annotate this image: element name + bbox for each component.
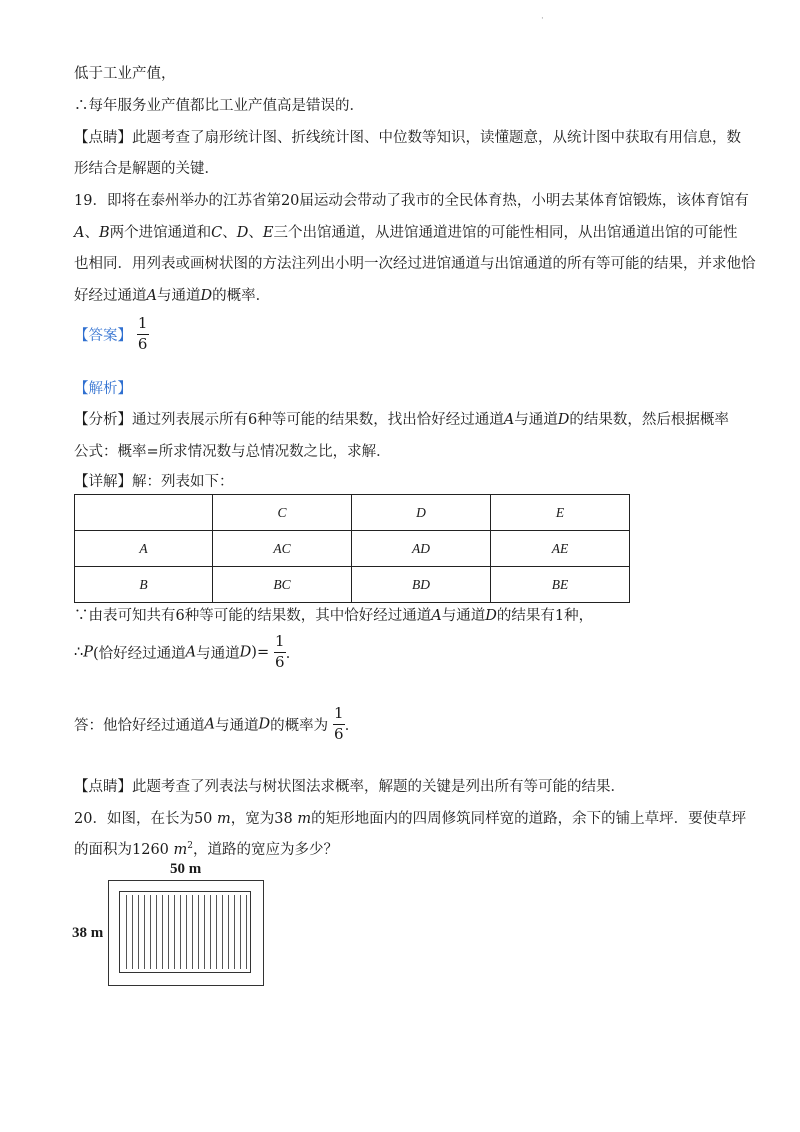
final-text: 与通道 — [214, 717, 259, 734]
q20-text: ，宽为 — [230, 811, 275, 827]
q20-text: 的面积为 — [74, 842, 132, 858]
q19-number: 20 — [280, 193, 300, 209]
table-cell: BE — [491, 567, 630, 603]
q19-text: 三个出馆通道，从进馆通道进馆的可能性相同，从出馆通道出馆的可能性 — [273, 225, 738, 241]
var-A: A — [204, 716, 215, 733]
var-D: D — [485, 608, 497, 624]
prev-line-2: ∴每年服务业产值都比工业产值高是错误的． — [74, 98, 364, 114]
solution-line-1 — [74, 604, 593, 625]
analysis-text: 通过列表展示所有 — [132, 412, 248, 428]
var-P: P — [83, 644, 93, 661]
solution-text: ． — [285, 645, 301, 662]
numerator: 1 — [137, 314, 148, 332]
q19-line-3: 也相同．用列表或画树状图的方法注列出小明一次经过进馆通道与出馆通道的所有等可能的结果，并求他恰 — [74, 256, 756, 272]
table-cell: B — [75, 567, 213, 603]
number: 6 — [248, 412, 258, 428]
analysis-line-1 — [74, 408, 729, 429]
unit: m — [297, 811, 312, 827]
number: 50 — [193, 811, 213, 827]
number: 1260 — [132, 842, 169, 858]
var-A: A — [185, 644, 197, 661]
answer-tag: 【答案】 — [74, 327, 132, 344]
var-D: D — [557, 412, 570, 428]
table-row — [75, 567, 630, 603]
prev-comment-line-2: 形结合是解题的关键． — [74, 161, 219, 177]
final-text: 的概率为 — [270, 717, 329, 734]
q19-text: 届运动会带动了我市的全民体育热，小明去某体育馆锻炼，该体育馆有 — [299, 193, 749, 209]
q20-text: ，道路的宽应为多少？ — [193, 842, 338, 858]
analysis-text: 的结果数，然后根据概率 — [569, 412, 729, 428]
analysis-line-2: 公式：概率=所求情况数与总情况数之比，求解． — [74, 444, 391, 460]
q19-comment — [74, 775, 625, 796]
q19-text: 的概率． — [212, 288, 271, 304]
table-cell — [75, 495, 213, 531]
var-D: D — [239, 644, 252, 661]
var-D: D — [258, 716, 271, 733]
table-cell: C — [213, 495, 352, 531]
unit: m — [217, 811, 231, 827]
page-mark: · — [541, 14, 544, 24]
detail-text: 解：列表如下： — [132, 474, 234, 490]
q19-text: 两个进馆通道和 — [109, 225, 212, 241]
table-cell: A — [75, 531, 213, 567]
var-B: B — [98, 225, 110, 241]
q19-text: 19．即将在泰州举办的江苏省第 — [74, 193, 281, 209]
final-answer-line — [74, 706, 359, 743]
numerator: 1 — [333, 704, 344, 722]
outcome-table — [74, 494, 630, 603]
q20-line-1 — [74, 807, 746, 828]
var-A: A — [431, 608, 442, 624]
analysis-tag: 【分析】 — [74, 412, 132, 428]
lawn-area — [119, 891, 251, 973]
prev-comment-line-1 — [74, 126, 741, 147]
var-D: D — [236, 225, 249, 241]
solution-text: 的结果有 — [496, 608, 555, 624]
q19-line-2 — [74, 221, 737, 242]
final-text: ． — [344, 717, 360, 734]
separator: 、 — [222, 225, 237, 241]
analysis-text: 种等可能的结果数，找出恰好经过通道 — [257, 412, 504, 428]
table-cell: BC — [213, 567, 352, 603]
therefore-symbol: ∴ — [74, 644, 84, 661]
probability-line — [74, 634, 300, 671]
answer-fraction — [137, 316, 149, 353]
detail-line — [74, 470, 234, 491]
figure-top-label: 50 m — [170, 861, 202, 877]
q20-line-2 — [74, 838, 338, 859]
number: 6 — [175, 608, 185, 624]
number: 38 — [274, 811, 293, 827]
rectangle-field-figure — [108, 880, 264, 986]
unit-exponent: 2 — [187, 841, 193, 852]
table-cell: AE — [491, 531, 630, 567]
number: 1 — [554, 608, 565, 624]
q19-text: 好经过通道 — [74, 288, 147, 304]
solution-text: (恰好经过通道 — [93, 645, 186, 662]
q20-text: 20．如图，在长为 — [74, 811, 194, 827]
solution-text: ∵由表可知共有 — [74, 608, 176, 624]
comment-text: 此题考查了列表法与树状图法求概率，解题的关键是列出所有等可能的结果． — [132, 779, 625, 795]
var-C: C — [211, 225, 223, 241]
var-A: A — [503, 412, 515, 428]
var-E: E — [262, 225, 274, 241]
table-cell: BD — [352, 567, 491, 603]
solution-text: 与通道 — [441, 608, 486, 624]
analysis-text: 与通道 — [514, 412, 558, 428]
var-D: D — [200, 288, 213, 304]
figure-left-label: 38 m — [72, 925, 104, 941]
table-header-row — [75, 495, 630, 531]
table-cell: AD — [352, 531, 491, 567]
answer-line — [74, 316, 149, 353]
denominator: 6 — [274, 652, 285, 671]
solution-text: 种， — [564, 608, 594, 624]
solution-text: 种等可能的结果数，其中恰好经过通道 — [184, 608, 432, 624]
detail-tag: 【详解】 — [74, 474, 132, 490]
table-cell: E — [491, 495, 630, 531]
table-cell: D — [352, 495, 491, 531]
solution-text: )= — [251, 644, 270, 661]
var-A: A — [74, 225, 85, 241]
q19-text: 与通道 — [156, 288, 201, 304]
var-A: A — [146, 288, 157, 304]
comment-tag: 【点睛】 — [74, 779, 132, 795]
prev-line-1: 低于工业产值， — [74, 66, 176, 82]
unit: m — [173, 842, 188, 858]
final-fraction — [333, 706, 345, 743]
table-cell: AC — [213, 531, 352, 567]
q20-text: 的矩形地面内的四周修筑同样宽的道路，余下的铺上草坪．要使草坪 — [311, 811, 747, 827]
q19-line-4 — [74, 284, 270, 305]
separator: 、 — [248, 225, 263, 241]
comment-text: 此题考查了扇形统计图、折线统计图、中位数等知识，读懂题意，从统计图中获取有用信息，数 — [132, 130, 741, 146]
denominator: 6 — [333, 724, 344, 743]
solution-text: 与通道 — [196, 645, 240, 662]
jiexi-tag: 【解析】 — [74, 381, 132, 397]
comment-tag: 【点睛】 — [74, 130, 132, 146]
q19-line-1 — [74, 189, 749, 210]
final-text: 答：他恰好经过通道 — [74, 717, 205, 734]
table-row — [75, 531, 630, 567]
numerator: 1 — [274, 632, 285, 650]
denominator: 6 — [137, 334, 148, 353]
probability-fraction — [274, 634, 286, 671]
separator: 、 — [84, 225, 99, 241]
